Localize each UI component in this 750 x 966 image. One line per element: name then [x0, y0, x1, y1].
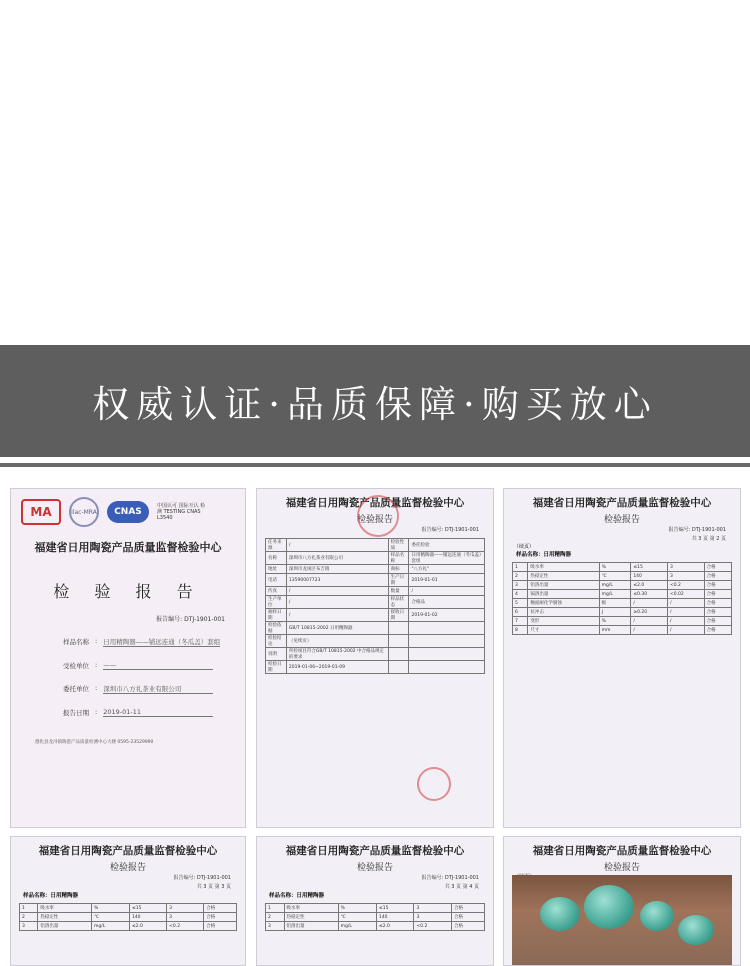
table-cell: 3: [167, 904, 204, 913]
table-cell: 接收日期: [388, 609, 409, 622]
table-cell: /: [631, 599, 668, 608]
seal-icon: [417, 767, 451, 801]
row-value: 日用精陶器——铺远连通（冬瓜盖）套组: [103, 638, 221, 646]
cover-org: 福建省日用陶瓷产品质量监督检验中心: [34, 541, 222, 554]
report-page-1[interactable]: [256, 488, 494, 828]
table-cell: [409, 635, 485, 648]
table-cell: ℃: [338, 913, 376, 922]
table-cell: mg/L: [599, 590, 631, 599]
report-no: 报告编号: DTJ-1901-001: [421, 527, 479, 533]
table-cell: 3: [414, 904, 452, 913]
table-cell: 生产日期: [388, 574, 409, 587]
cover-title: 检 验 报 告: [53, 582, 203, 601]
table-cell: 合格: [451, 904, 484, 913]
table-row: [513, 599, 732, 608]
cover-row: 样品名称 : 日用精陶器——铺远连通（冬瓜盖）套组: [63, 637, 221, 646]
report-org: 福建省日用陶瓷产品质量监督检验中心: [532, 845, 712, 857]
table-cell: 抗冲击: [528, 608, 599, 617]
table-row: [20, 913, 237, 922]
row-label: 样品名称: [63, 638, 89, 646]
table-row: [266, 922, 485, 931]
table-cell: 日用精陶器——铺远连通（冬瓜盖）套组: [409, 552, 485, 565]
table-cell: mg/L: [92, 922, 130, 931]
table-cell: 3: [513, 581, 528, 590]
table-cell: 深圳市龙岗区布吉镇: [286, 565, 388, 574]
table-cell: [388, 622, 409, 635]
cnas-note: 中国认可 国际互认 检测 TESTING CNAS L3540: [157, 503, 206, 521]
report-no: 报告编号: DTJ-1901-001: [421, 875, 479, 881]
table-cell: [388, 648, 409, 661]
table-cell: 热稳定性: [528, 572, 599, 581]
table-row: [266, 648, 485, 661]
table-cell: 热稳定性: [284, 913, 338, 922]
table-cell: 热稳定性: [38, 913, 92, 922]
page-number: 共 3 页 第 3 页: [196, 884, 231, 890]
page-number: 共 3 页 第 2 页: [691, 536, 726, 542]
row-label: 委托单位: [63, 685, 89, 693]
table-cell: 1: [266, 904, 285, 913]
sample-label: 样品名称：日用精陶器: [516, 552, 572, 558]
table-row: [266, 913, 485, 922]
row-label: 报告日期: [63, 709, 89, 717]
table-cell: 吸水率: [38, 904, 92, 913]
table-cell: /: [667, 608, 704, 617]
cnas-logo: CNAS: [107, 501, 149, 523]
table-cell: 合格品: [409, 596, 485, 609]
table-cell: ≤2.0: [376, 922, 414, 931]
table-cell: /: [286, 539, 388, 552]
table-cell: <0.02: [667, 590, 704, 599]
table-cell: 1: [513, 563, 528, 572]
table-cell: /: [667, 617, 704, 626]
table-row: [266, 609, 485, 622]
table-cell: 合格: [204, 922, 237, 931]
report-title: 检验报告: [356, 863, 393, 873]
table-cell: 3: [667, 563, 704, 572]
report-org: 福建省日用陶瓷产品质量监督检验中心: [532, 497, 712, 509]
table-cell: 合格: [204, 913, 237, 922]
table-cell: 釉面耐化学腐蚀: [528, 599, 599, 608]
cover-row: 委托单位 : 深圳市八方礼茶业有限公司: [63, 684, 245, 694]
table-cell: 4: [513, 590, 528, 599]
table-cell: 6: [513, 608, 528, 617]
table-cell: 样品状态: [388, 596, 409, 609]
table-cell: mm: [599, 626, 631, 635]
table-cell: 合格: [704, 608, 731, 617]
table-cell: 7: [513, 617, 528, 626]
table-cell: 检验结论: [266, 635, 287, 648]
banner: [0, 345, 750, 457]
table-cell: %: [92, 904, 130, 913]
table-cell: 说明: [266, 648, 287, 661]
table-cell: GB/T 10815-2002 日用精陶器: [286, 622, 388, 635]
table-cell: 8: [513, 626, 528, 635]
table-cell: 合格: [451, 922, 484, 931]
table-cell: mg/L: [338, 922, 376, 931]
report-title: 检验报告: [356, 515, 393, 525]
table-cell: 3: [414, 913, 452, 922]
row-value: 深圳市八方礼茶业有限公司: [103, 684, 213, 694]
table-cell: 委托检验: [409, 539, 485, 552]
table-cell: 合格: [704, 617, 731, 626]
row-value: ——: [103, 661, 213, 670]
table-cell: 3: [667, 572, 704, 581]
table-row: [513, 572, 732, 581]
table-cell: 铅溶出量: [284, 922, 338, 931]
table-cell: 地址: [266, 565, 287, 574]
table-row: [266, 565, 485, 574]
table-cell: [409, 622, 485, 635]
table-cell: 吸水率: [528, 563, 599, 572]
table-cell: 2: [20, 913, 38, 922]
table-cell: 检验依据: [266, 622, 287, 635]
table-cell: 任务来源: [266, 539, 287, 552]
divider: [0, 463, 750, 467]
row-label: 受检单位: [63, 662, 89, 670]
table-cell: /: [286, 587, 388, 596]
table-cell: 2: [513, 572, 528, 581]
table-cell: 电话: [266, 574, 287, 587]
table-cell: ≤15: [376, 904, 414, 913]
table-row: [266, 635, 485, 648]
table-cell: 镉溶出量: [528, 590, 599, 599]
continued: （续页）: [514, 544, 535, 550]
certificate-grid: [0, 480, 750, 958]
cma-logo: MA: [21, 499, 61, 525]
report-page-2[interactable]: [503, 488, 741, 828]
table-row: [266, 587, 485, 596]
table-row: [266, 552, 485, 565]
table-cell: ≤2.0: [129, 922, 166, 931]
cert-logos: [11, 489, 245, 527]
table-row: [266, 661, 485, 674]
table-cell: 生产单位: [266, 596, 287, 609]
sample-label: 样品名称：日用精陶器: [269, 893, 325, 899]
table-row: [266, 622, 485, 635]
table-cell: 合格: [704, 581, 731, 590]
row-value: 2019-01-11: [103, 708, 213, 717]
table-cell: /: [409, 587, 485, 596]
table-cell: 3: [20, 922, 38, 931]
cover-report-no: 报告编号: DTJ-1901-001: [156, 616, 225, 623]
report-org: 福建省日用陶瓷产品质量监督检验中心: [38, 845, 218, 857]
table-cell: [388, 635, 409, 648]
table-cell: 深圳市八方礼茶业有限公司: [286, 552, 388, 565]
table-cell: （见续页）: [286, 635, 388, 648]
table-cell: ≤15: [631, 563, 668, 572]
table-cell: 合格: [704, 590, 731, 599]
page-number: 共 3 页 第 4 页: [444, 884, 479, 890]
table-cell: "八方礼": [409, 565, 485, 574]
table-cell: /: [667, 599, 704, 608]
teacup-icon: [540, 897, 580, 931]
ilac-logo: ilac-MRA: [69, 497, 99, 527]
table-cell: 2: [266, 913, 285, 922]
table-cell: 铅溶出量: [38, 922, 92, 931]
table-cell: 合格: [704, 563, 731, 572]
table-cell: 样品名称: [388, 552, 409, 565]
table-cell: [409, 661, 485, 674]
table-cell: 13590007723: [286, 574, 388, 587]
table-cell: 尺寸: [528, 626, 599, 635]
cover-footer: 德化县龙浔镇陶瓷产品质量检测中心大楼 0595-23529990: [35, 740, 154, 745]
table-cell: 商标: [388, 565, 409, 574]
report-no: 报告编号: DTJ-1901-001: [668, 527, 726, 533]
table-cell: mg/L: [599, 581, 631, 590]
table-cell: /: [667, 626, 704, 635]
table-cell: [388, 661, 409, 674]
sample-label: 样品名称：日用精陶器: [23, 893, 79, 899]
table-row: [20, 922, 237, 931]
table-cell: 140: [631, 572, 668, 581]
report-title: 检验报告: [109, 863, 146, 873]
table-cell: ≥0.20: [631, 608, 668, 617]
table-row: [513, 626, 732, 635]
table-cell: 2019-01-06~2019-01-09: [286, 661, 388, 674]
table-cell: %: [599, 563, 631, 572]
results-table: [19, 903, 237, 931]
table-cell: 5: [513, 599, 528, 608]
table-cell: <0.2: [414, 922, 452, 931]
table-cell: [409, 648, 485, 661]
table-cell: 合格: [451, 913, 484, 922]
table-cell: J: [599, 608, 631, 617]
table-cell: ≤15: [129, 904, 166, 913]
table-cell: 合格: [704, 572, 731, 581]
table-cell: 140: [129, 913, 166, 922]
table-row: [513, 590, 732, 599]
table-cell: 抽样日期: [266, 609, 287, 622]
table-cell: 数量: [388, 587, 409, 596]
table-row: [513, 617, 732, 626]
report-title: 检验报告: [603, 515, 640, 525]
table-row: [266, 904, 485, 913]
table-cell: 合格: [704, 626, 731, 635]
table-row: [513, 581, 732, 590]
red-seal-icon: [357, 495, 399, 537]
table-cell: 140: [376, 913, 414, 922]
report-page-4[interactable]: [256, 836, 494, 966]
table-cell: /: [286, 609, 388, 622]
table-row: [513, 608, 732, 617]
table-cell: 名称: [266, 552, 287, 565]
table-cell: 变形: [528, 617, 599, 626]
table-cell: 合格: [704, 599, 731, 608]
table-cell: 3: [167, 913, 204, 922]
table-cell: 1: [20, 904, 38, 913]
table-cell: 2019-01-02: [409, 609, 485, 622]
teapot-icon: [584, 885, 634, 929]
table-row: [266, 574, 485, 587]
table-cell: 检验性质: [388, 539, 409, 552]
table-cell: 铅溶出量: [528, 581, 599, 590]
report-page-3[interactable]: [10, 836, 246, 966]
report-cover[interactable]: [10, 488, 246, 828]
table-row: [20, 904, 237, 913]
table-cell: 吸水率: [284, 904, 338, 913]
table-cell: ≤2.0: [631, 581, 668, 590]
teacup-icon: [640, 901, 674, 931]
table-cell: 传真: [266, 587, 287, 596]
table-cell: /: [631, 617, 668, 626]
table-cell: 所检项目符合GB/T 10815-2002 中合格品规定的要求: [286, 648, 388, 661]
table-row: [266, 539, 485, 552]
results-table: [265, 903, 485, 931]
table-cell: 级: [599, 599, 631, 608]
info-table: [265, 538, 485, 674]
table-row: [266, 596, 485, 609]
table-cell: /: [631, 626, 668, 635]
table-cell: /: [286, 596, 388, 609]
blank-area: [0, 0, 750, 345]
banner-text: 权威认证·品质保障·购买放心: [92, 383, 658, 426]
report-page-5[interactable]: [503, 836, 741, 966]
table-cell: %: [338, 904, 376, 913]
report-no: 报告编号: DTJ-1901-001: [173, 875, 231, 881]
teacup-icon: [678, 915, 714, 945]
report-title: 检验报告: [603, 863, 640, 873]
table-cell: ℃: [92, 913, 130, 922]
table-cell: <0.2: [667, 581, 704, 590]
table-cell: 合格: [204, 904, 237, 913]
cover-row: 报告日期 : 2019-01-11: [63, 708, 245, 717]
table-cell: 3: [266, 922, 285, 931]
table-cell: <0.2: [167, 922, 204, 931]
table-cell: 2019-01-01: [409, 574, 485, 587]
results-table: [512, 562, 732, 635]
report-org: 福建省日用陶瓷产品质量监督检验中心: [285, 845, 465, 857]
table-row: [513, 563, 732, 572]
table-cell: 检验日期: [266, 661, 287, 674]
table-cell: %: [599, 617, 631, 626]
cover-row: 受检单位 : ——: [63, 661, 245, 670]
table-cell: ℃: [599, 572, 631, 581]
product-photo: [512, 875, 732, 965]
report-org: 福建省日用陶瓷产品质量监督检验中心: [285, 497, 465, 509]
table-cell: ≤0.30: [631, 590, 668, 599]
